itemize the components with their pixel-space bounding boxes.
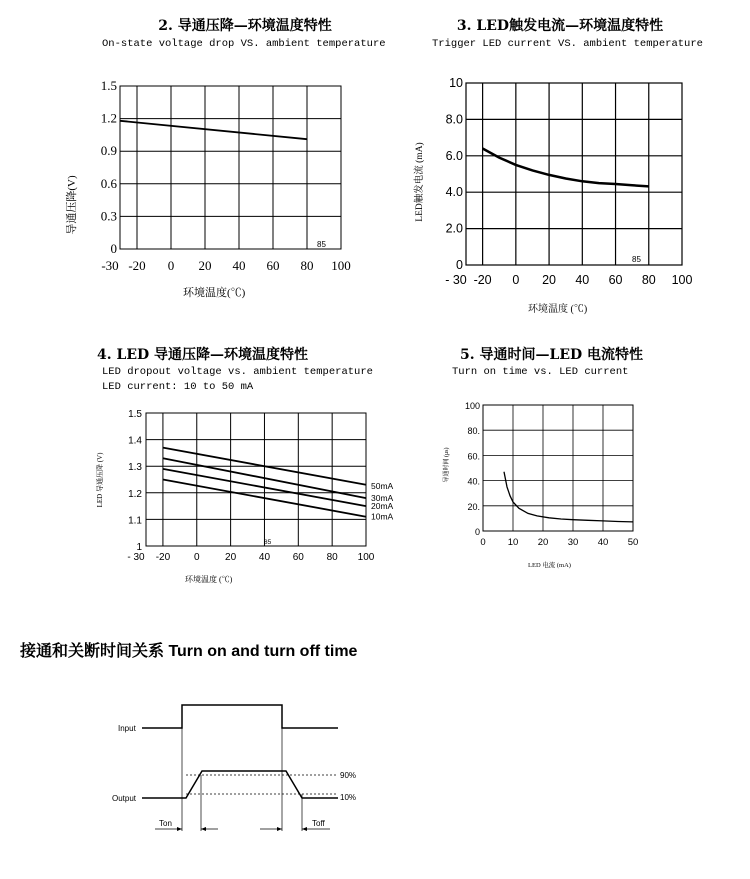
chart5-series-line [504, 472, 633, 522]
x-tick-label: 60 [292, 552, 304, 563]
y-tick-label: 0.3 [100, 208, 117, 224]
y-tick-label: 0 [110, 241, 117, 256]
x-tick-label: -20 [473, 273, 492, 287]
chart4-xlabel: 环境温度 (℃) [185, 575, 233, 584]
y-tick-label: 1.3 [128, 462, 142, 474]
timing-diagram [100, 695, 380, 840]
chart3-grid [466, 83, 682, 265]
x-tick-label: 0 [167, 258, 175, 273]
x-tick-label: 80 [641, 273, 656, 287]
x-tick-label: 80 [300, 258, 314, 273]
legend-50mA: 50mA [371, 480, 394, 491]
x-tick-label: 80 [326, 552, 338, 563]
timing-section-title: 接通和关断时间关系 Turn on and turn off time [20, 643, 358, 660]
y-tick-label: 1.5 [100, 78, 117, 93]
chart5-title: 5. 导通时间—LED 电流特性 [460, 347, 644, 363]
y-tick-label: 0.6 [100, 175, 117, 191]
y-tick-label: 6.0 [445, 148, 463, 163]
chart5-subtitle: Turn on time vs. LED current [452, 366, 629, 378]
y-tick-label: 0 [456, 258, 463, 272]
x-tick-label: - 30 [127, 552, 145, 563]
x-tick-label: 40 [258, 552, 271, 563]
x-tick-label: 20 [225, 552, 237, 563]
x-tick-label: 40 [597, 537, 609, 548]
chart2-grid [120, 86, 341, 249]
chart3-title: 3. LED触发电流—环境温度特性 [456, 18, 664, 34]
y-tick-label: 0 [474, 527, 480, 537]
chart4-subtitle: LED dropout voltage vs. ambient temperature [102, 366, 373, 378]
x-tick-label: 50 [627, 537, 639, 548]
y-tick-label: 4.0 [445, 185, 463, 200]
input-label: Input [118, 724, 136, 733]
x-tick-label: -20 [128, 258, 146, 273]
chart5-xlabel: LED 电流 (mA) [528, 562, 571, 569]
level-10-label: 10% [340, 793, 357, 802]
y-tick-label: 8.0 [445, 112, 463, 127]
legend-30mA: 30mA [371, 493, 394, 504]
x-tick-label: 10 [507, 537, 519, 548]
chart2-title: 2. 导通压降—环境温度特性 [158, 18, 332, 34]
legend-10mA: 10mA [371, 511, 394, 522]
chart5-ylabel: 导通时间 (μs) [444, 447, 450, 483]
toff-label: Toff [312, 819, 325, 828]
y-tick-label: 100 [464, 401, 480, 411]
y-tick-label: 0.9 [100, 143, 117, 159]
y-tick-label: 1 [136, 542, 142, 553]
ton-label: Ton [159, 819, 172, 828]
chart3-frame [466, 83, 682, 265]
x-tick-label: 100 [671, 273, 693, 287]
legend-20mA: 20mA [371, 501, 394, 512]
x-tick-label: 20 [198, 258, 212, 273]
chart5-grid [483, 405, 633, 531]
input-waveform [142, 705, 338, 728]
chart3-subtitle: Trigger LED current VS. ambient temperature [432, 38, 703, 50]
chart3-plot [400, 72, 693, 322]
chart4-plot [90, 400, 394, 590]
x-tick-label: 20 [537, 537, 549, 548]
x-tick-label: -20 [155, 552, 171, 563]
chart3-series-line [483, 149, 649, 187]
y-tick-label: 60. [467, 451, 480, 462]
chart2-series-line [120, 121, 307, 139]
y-tick-label: 1.2 [128, 488, 142, 500]
x-tick-label: 40 [232, 258, 246, 273]
x-tick-label: 100 [331, 258, 351, 273]
y-tick-label: 1.5 [128, 409, 142, 420]
y-tick-label: 80. [467, 426, 480, 437]
chart4-title: 4. LED 导通压降—环境温度特性 [97, 347, 309, 363]
x-tick-label: 40 [575, 273, 590, 287]
x-tick-label: 0 [480, 537, 486, 548]
y-tick-label: 20. [467, 501, 480, 512]
chart2-subtitle: On-state voltage drop VS. ambient temperature [102, 38, 386, 50]
chart4-annotation: 85 [264, 539, 272, 546]
chart3-xlabel: 环境温度 (℃) [528, 304, 588, 315]
x-tick-label: 20 [542, 273, 557, 287]
chart4-subtitle2: LED current: 10 to 50 mA [102, 381, 254, 393]
x-tick-label: 30 [567, 537, 579, 548]
y-tick-label: 2.0 [445, 221, 463, 236]
chart5-frame [483, 405, 633, 531]
chart2-frame [120, 86, 341, 249]
x-tick-label: 60 [266, 258, 280, 273]
y-tick-label: 1.4 [128, 435, 142, 447]
x-tick-label: -30 [101, 258, 119, 273]
y-tick-label: 1.1 [128, 515, 142, 527]
x-tick-label: 0 [193, 552, 200, 563]
chart3-ylabel: LED触发电流 (mA) [415, 142, 425, 222]
chart2-plot [55, 75, 375, 310]
y-tick-label: 40. [467, 476, 480, 487]
y-tick-label: 1.2 [100, 110, 117, 126]
chart3-annotation: 85 [632, 255, 641, 264]
chart4-ylabel: LED 导通压降 (V) [96, 452, 104, 508]
x-tick-label: 60 [608, 273, 623, 287]
chart2-ylabel: 导通压降(V) [66, 175, 78, 235]
chart2-annotation: 85 [317, 240, 326, 249]
x-tick-label: - 30 [445, 273, 467, 287]
x-tick-label: 100 [357, 552, 375, 563]
chart2-xlabel: 环境温度(℃) [183, 287, 246, 299]
level-90-label: 90% [340, 771, 357, 780]
x-tick-label: 0 [512, 273, 520, 287]
chart5-plot [430, 395, 660, 575]
output-label: Output [112, 794, 137, 803]
y-tick-label: 10 [449, 76, 463, 90]
